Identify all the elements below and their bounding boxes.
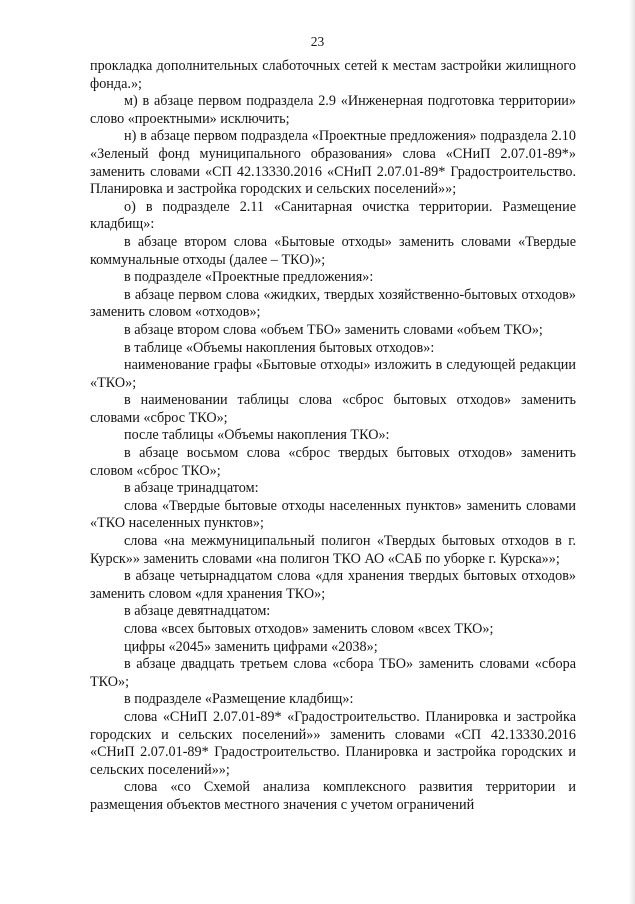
paragraph: в подразделе «Проектные предложения»:: [124, 269, 374, 286]
paragraph: в таблице «Объемы накопления бытовых отходов»:: [124, 339, 435, 356]
document-body: [90, 58, 576, 815]
paragraph: в абзаце восьмом слова «сброс твердых бытовых отходов» заменить словом «сброс ТКО»;: [90, 445, 576, 479]
paragraph: н) в абзаце первом подраздела «Проектные предложения» подраздела 2.10 «Зеленый фонд муниципального образования» слова «СНиП 2.07.01-89*» заменить словами «СП 42.13330.2016 «СНиП 2.07.01-89* Градостроительство. Планировка и застройка городских и сельских поселений»»;: [90, 128, 576, 198]
paragraph: в абзаце тринадцатом:: [124, 480, 259, 497]
paragraph: слова «Твердые бытовые отходы населенных пунктов» заменить словами «ТКО населенных пунктов»;: [90, 497, 576, 532]
paragraph: в подразделе «Размещение кладбищ»:: [124, 691, 354, 708]
paragraph: в абзаце девятнадцатом:: [124, 603, 271, 620]
paragraph: прокладка дополнительных слаботочных сетей к местам застройки жилищного фонда.»;: [90, 58, 576, 92]
paragraph: о) в подразделе 2.11 «Санитарная очистка территории. Размещение кладбищ»:: [90, 198, 576, 233]
paragraph: в абзаце четырнадцатом слова «для хранения твердых бытовых отходов» заменить словом «для хранения ТКО»;: [90, 568, 576, 602]
paragraph: в абзаце втором слова «Бытовые отходы» заменить словами «Твердые коммунальные отходы (далее – ТКО)»;: [90, 233, 576, 268]
page-number: 23: [310, 34, 325, 49]
paragraph: наименование графы «Бытовые отходы» изложить в следующей редакции «ТКО»;: [90, 357, 576, 391]
paragraph: в наименовании таблицы слова «сброс бытовых отходов» заменить словами «сброс ТКО»;: [90, 392, 576, 426]
paragraph: в абзаце первом слова «жидких, твердых хозяйственно-бытовых отходов» заменить словом «отходов»;: [90, 286, 576, 321]
paragraph: в абзаце втором слова «объем ТБО» заменить словами «объем ТКО»;: [124, 321, 543, 338]
paragraph: слова «СНиП 2.07.01-89* «Градостроительство. Планировка и застройка городских и сельских поселений»» заменить словами «СП 42.13330.2016 «СНиП 2.07.01-89* Градостроительство. Планировка и застройка городских и сельских поселений»»;: [90, 708, 576, 778]
paragraph: после таблицы «Объемы накопления ТКО»:: [124, 427, 390, 444]
paragraph: слова «со Схемой анализа комплексного развития территории и размещения объектов местного значения с учетом ограничений: [90, 779, 576, 813]
paragraph: слова «всех бытовых отходов» заменить словом «всех ТКО»;: [124, 621, 494, 637]
paragraph: цифры «2045» заменить цифрами «2038»;: [124, 638, 378, 655]
scan-edge-shadow: [629, 0, 635, 904]
paragraph: слова «на межмуниципальный полигон «Твердых бытовых отходов в г. Курск»» заменить словами «на полигон ТКО АО «САБ по уборке г. Курска»»;: [90, 533, 576, 567]
paragraph: м) в абзаце первом подраздела 2.9 «Инженерная подготовка территории» слово «проектными» исключить;: [90, 93, 576, 127]
paragraph: в абзаце двадцать третьем слова «сбора ТБО» заменить словами «сбора ТКО»;: [90, 656, 576, 690]
